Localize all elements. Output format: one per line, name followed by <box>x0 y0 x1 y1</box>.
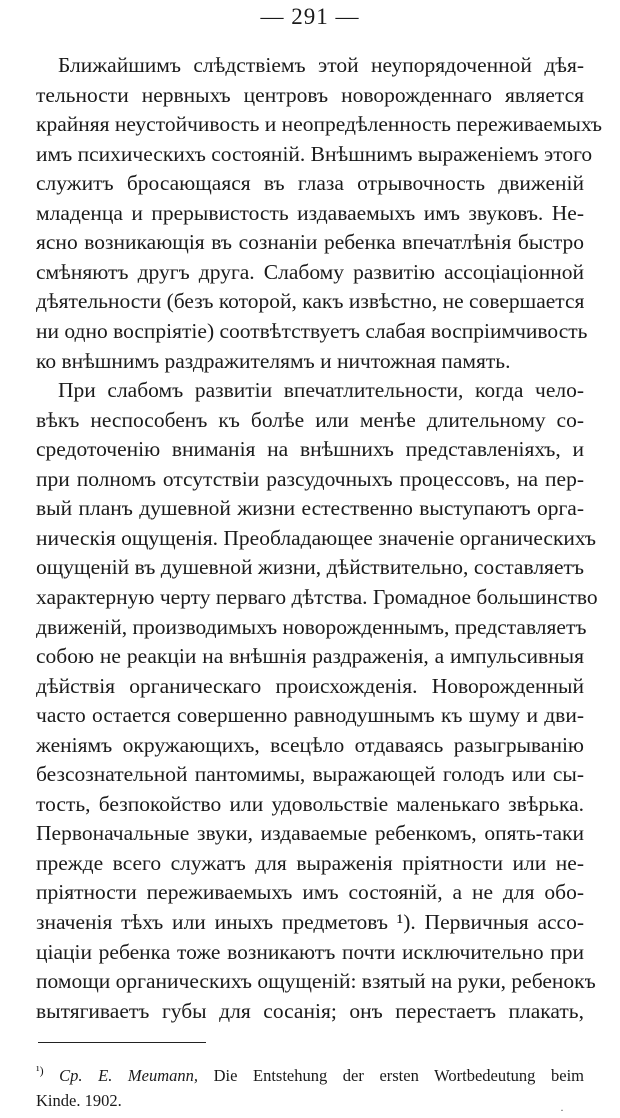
text-line: прежде всего служатъ для выраженія пріятности или не- <box>36 850 584 875</box>
text-line: тельности нервныхъ центровъ новорожденнаго является <box>36 82 584 107</box>
text-line: ощущеній въ душевной жизни, дѣйствительно, составляетъ <box>36 555 584 580</box>
footnote <box>36 1063 584 1088</box>
footnote-marker: ¹) <box>36 1063 44 1078</box>
text-line: безсознательной пантомимы, выражающей голодъ или сы- <box>36 762 584 787</box>
text-line: помощи органическихъ ощущеній: взятый на руки, ребенокъ <box>36 969 596 994</box>
text-line: женіямъ окружающихъ, всецѣло отдаваясь разыгрыванію <box>36 732 584 757</box>
text-line: ни одно воспріятіе) соотвѣтствуетъ слабая воспріимчивость <box>36 318 588 343</box>
text-line: Ближайшимъ слѣдствіемъ этой неупорядоченной дѣя- <box>58 53 584 77</box>
text-line: ціаціи ребенка тоже возникаютъ почти исключительно при <box>36 939 584 964</box>
footnote-continuation: Kinde. 1902. <box>36 1091 122 1110</box>
text-line: характерную черту перваго дѣтства. Громадное большинство <box>36 584 598 609</box>
text-line: ническія ощущенія. Преобладающее значеніе органическихъ <box>36 525 596 550</box>
text-line: крайняя неустойчивость и неопредѣленность переживаемыхъ <box>36 112 603 137</box>
page-number: — 291 — <box>260 4 360 29</box>
text-line: при полномъ отсутствіи разсудочныхъ процессовъ, на пер- <box>36 466 584 491</box>
text-line: служитъ бросающаяся въ глаза отрывочность движеній <box>36 171 584 196</box>
text-line: вый планъ душевной жизни естественно выступаютъ орга- <box>36 496 584 521</box>
text-line: тость, безпокойство или удовольствіе маленькаго звѣрька. <box>36 791 584 816</box>
text-line: вѣкъ неспособенъ къ болѣе или менѣе длительному со- <box>36 407 584 432</box>
footnote-divider <box>38 1042 206 1043</box>
text-line: При слабомъ развитіи впечатлительности, когда чело- <box>58 378 584 403</box>
text-line: значенія тѣхъ или иныхъ предметовъ ¹). Первичныя ассо- <box>36 910 584 934</box>
text-line: младенца и прерывистость издаваемыхъ имъ звуковъ. Не- <box>36 200 584 225</box>
text-line: пріятности переживаемыхъ имъ состояній, а не для обо- <box>36 880 584 905</box>
text-line: вытягиваетъ губы для сосанія; онъ перестаетъ плакать, <box>36 998 584 1023</box>
text-line: часто остается совершенно равнодушнымъ къ шуму и дви- <box>36 703 584 728</box>
text-line: ко внѣшнимъ раздражителямъ и ничтожная память. <box>36 348 511 373</box>
footnote-title: Die Entstehung der ersten Wortbedeutung beim <box>213 1066 584 1085</box>
text-line: собою не реакціи на внѣшнія раздраженія, а импульсивныя <box>36 644 584 668</box>
text-line: средоточенію вниманія на внѣшнихъ представленіяхъ, и <box>36 437 584 462</box>
text-line: имъ психическихъ состояній. Внѣшнимъ выраженіемъ этого <box>36 141 593 166</box>
print-speck: · <box>560 1103 564 1117</box>
text-line: Первоначальные звуки, издаваемые ребенкомъ, опять-таки <box>36 821 584 846</box>
text-line: движеній, производимыхъ новорожденнымъ, представляетъ <box>36 614 587 639</box>
footnote-author: Cp. E. Meumann, <box>59 1066 199 1085</box>
text-line: смѣняютъ другъ друга. Слабому развитію ассоціаціонной <box>36 259 584 284</box>
text-line: ясно возникающія въ сознаніи ребенка впечатлѣнія быстро <box>36 230 584 255</box>
text-line: дѣйствія органическаго происхожденія. Новорожденный <box>36 673 584 698</box>
text-line: дѣятельности (безъ которой, какъ извѣстно, не совершается <box>36 289 585 314</box>
